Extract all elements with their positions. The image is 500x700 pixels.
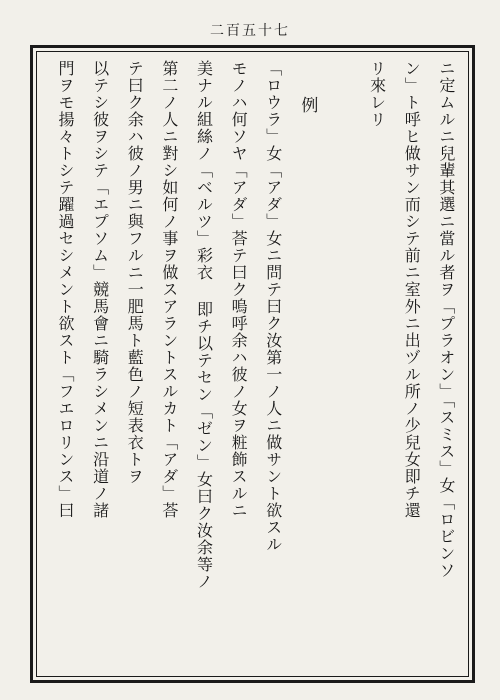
- text-column: 以テシ彼ヲシテ「エプソム」競馬會ニ騎ラシメンニ沿道ノ諸: [90, 60, 110, 519]
- text-column: 門ヲモ揚々トシテ躍過セシメント欲スト「フエロリンス」曰: [56, 60, 75, 519]
- text-column: モノハ何ソヤ「アダ」荅テ曰ク嗚呼余ハ彼ノ女ヲ粧飾スルニ: [229, 60, 249, 519]
- text-columns: [52, 60, 457, 665]
- section-heading: 例: [297, 96, 318, 115]
- text-column: リ來レリ: [367, 60, 387, 128]
- page-number: 二百五十七: [210, 23, 290, 39]
- text-column: 美ナル組絲ノ「ベルツ」彩衣 即チ以テセン「ゼン」女曰ク汝余等ノ: [194, 60, 214, 590]
- text-column: 第二ノ人ニ對シ如何ノ事ヲ做スアラントスルカト「アダ」荅: [159, 60, 179, 519]
- text-column: ニ定ムルニ兒輩其選ニ當ル者ヲ「プラオン」「スミス」女「ロビンソ: [436, 60, 456, 579]
- text-column: テ曰ク余ハ彼ノ男ニ與フルニ一肥馬ト藍色ノ短表衣トヲ: [125, 60, 145, 485]
- text-column: ン」ト呼ヒ做サン而シテ前ニ室外ニ出ヅル所ノ少兒女即チ還: [402, 60, 422, 519]
- text-column: 「ロウラ」女「アダ」女ニ問テ曰ク汝第一ノ人ニ做サント欲スル: [263, 60, 283, 553]
